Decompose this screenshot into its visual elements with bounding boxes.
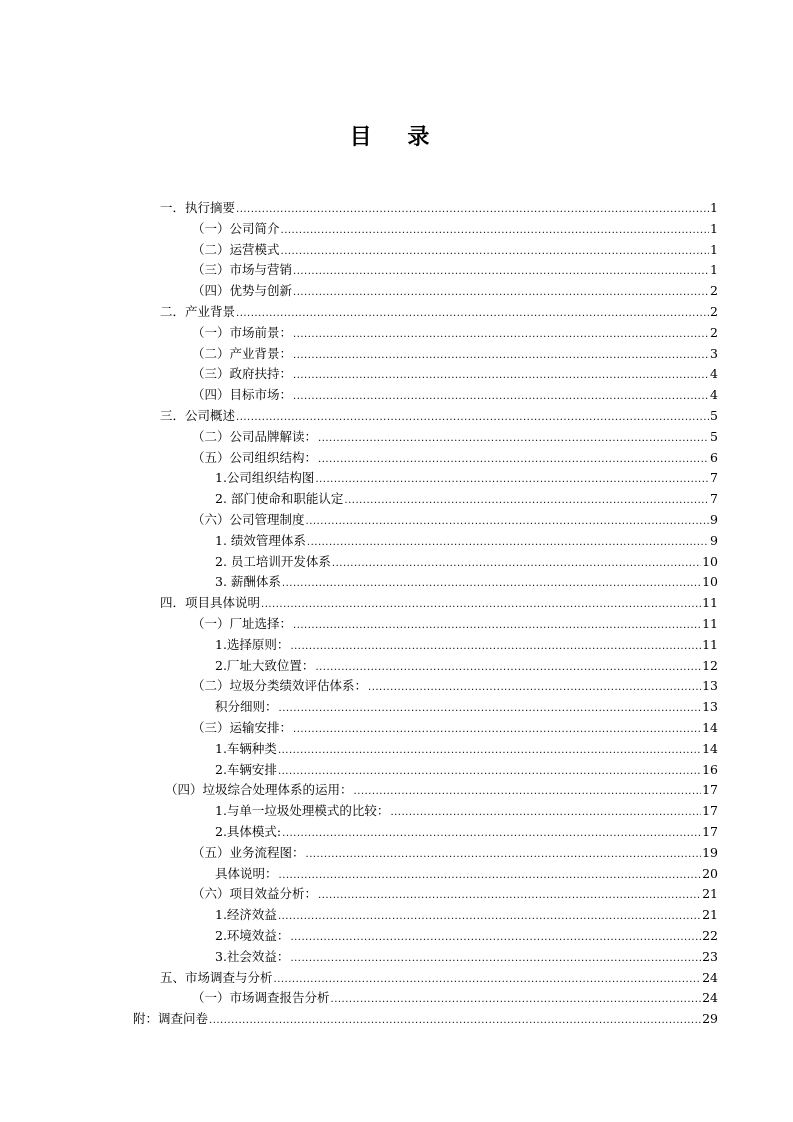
toc-leader-dots	[281, 242, 710, 262]
toc-entry[interactable]	[192, 884, 718, 904]
toc-entry[interactable]	[215, 572, 718, 592]
toc-entry[interactable]	[215, 531, 718, 551]
toc-entry-label: （五）业务流程图：	[192, 844, 305, 860]
toc-entry-label: （六）项目效益分析：	[192, 886, 318, 902]
toc-entry[interactable]	[160, 406, 718, 426]
toc-leader-dots	[306, 845, 702, 865]
toc-leader-dots	[290, 637, 701, 657]
toc-entry-label: 2. 部门使命和职能认定	[215, 491, 344, 507]
toc-entry-label: 具体说明：	[215, 865, 278, 881]
toc-entry-label: 3.社会效益：	[215, 948, 290, 964]
toc-leader-dots	[282, 574, 701, 594]
toc-entry-label: 一．执行摘要	[160, 200, 236, 215]
toc-entry-label: （三）运输安排：	[192, 720, 293, 735]
toc-entry-page-number: 6	[710, 449, 718, 465]
toc-entry-page-number: 10	[702, 574, 718, 590]
toc-entry-label: 附：调查问卷	[133, 1011, 209, 1027]
toc-leader-dots	[331, 990, 702, 1010]
toc-entry-page-number: 11	[702, 595, 718, 611]
toc-entry[interactable]	[215, 489, 718, 509]
toc-entry-page-number: 21	[702, 907, 718, 923]
toc-leader-dots	[236, 408, 709, 428]
toc-entry-page-number: 11	[702, 636, 718, 652]
toc-entry-page-number: 24	[702, 990, 718, 1006]
toc-entry[interactable]	[192, 510, 718, 530]
toc-entry-page-number: 16	[702, 761, 718, 777]
toc-entry-page-number: 9	[710, 512, 718, 527]
toc-entry[interactable]	[215, 697, 718, 717]
toc-leader-dots	[293, 387, 709, 407]
toc-entry-label: 2.车辆安排	[215, 761, 277, 777]
toc-entry-page-number: 5	[710, 408, 718, 423]
toc-leader-dots	[278, 741, 701, 761]
toc-entry-page-number: 1	[710, 220, 718, 236]
toc-entry-page-number: 2	[710, 283, 718, 299]
toc-leader-dots	[236, 200, 709, 220]
toc-leader-dots	[293, 325, 709, 345]
toc-entry[interactable]	[192, 718, 718, 738]
toc-entry-page-number: 7	[710, 470, 718, 486]
toc-entry[interactable]	[160, 302, 718, 322]
toc-leader-dots	[282, 824, 701, 844]
toc-entry-label: 2.环境效益：	[215, 928, 290, 943]
toc-entry-label: 2.厂址大致位置：	[215, 657, 315, 673]
toc-entry[interactable]	[192, 281, 718, 301]
page-title: 目 录	[349, 124, 444, 150]
toc-leader-dots	[293, 720, 701, 740]
toc-leader-dots	[306, 512, 710, 532]
toc-entry-label: 三．公司概述	[160, 408, 236, 423]
toc-entry[interactable]	[192, 448, 718, 468]
toc-entry[interactable]	[192, 988, 718, 1008]
toc-entry[interactable]	[192, 323, 718, 343]
toc-leader-dots	[261, 595, 701, 615]
toc-leader-dots	[315, 470, 709, 490]
toc-entry-page-number: 10	[702, 553, 718, 569]
toc-entry[interactable]	[215, 926, 718, 946]
toc-entry-page-number: 22	[702, 928, 718, 943]
toc-entry[interactable]	[192, 614, 718, 634]
toc-leader-dots	[274, 970, 702, 990]
toc-leader-dots	[307, 533, 709, 553]
toc-entry-page-number: 11	[702, 616, 718, 631]
toc-entry[interactable]	[192, 364, 718, 384]
toc-leader-dots	[318, 886, 701, 906]
toc-entry[interactable]	[192, 260, 718, 280]
toc-entry[interactable]	[192, 344, 718, 364]
toc-leader-dots	[390, 803, 701, 823]
toc-entry[interactable]	[192, 427, 718, 447]
toc-entry-page-number: 20	[702, 865, 718, 881]
toc-entry[interactable]	[215, 552, 718, 572]
toc-entry-label: （一）厂址选择：	[192, 616, 293, 631]
toc-leader-dots	[293, 262, 709, 282]
toc-entry[interactable]	[215, 801, 718, 821]
toc-entry-page-number: 9	[710, 532, 718, 548]
toc-entry[interactable]	[215, 864, 718, 884]
toc-entry-label: （二）运营模式	[192, 241, 280, 257]
toc-entry-page-number: 17	[702, 782, 718, 798]
toc-entry-label: 二．产业背景	[160, 304, 236, 319]
toc-entry-page-number: 13	[702, 678, 718, 694]
toc-entry-page-number: 13	[702, 699, 718, 715]
toc-entry-page-number: 24	[702, 969, 718, 985]
toc-entry-page-number: 17	[702, 803, 718, 819]
toc-entry-label: 1.车辆种类	[215, 740, 277, 756]
toc-entry-page-number: 4	[710, 366, 718, 382]
toc-entry[interactable]	[192, 843, 718, 863]
toc-entry-page-number: 14	[702, 720, 718, 735]
toc-entry-label: 1. 绩效管理体系	[215, 532, 306, 548]
toc-entry-label: （三）市场与营销	[192, 262, 293, 278]
toc-entry-page-number: 1	[710, 200, 718, 215]
toc-entry-page-number: 5	[710, 428, 718, 444]
toc-leader-dots	[293, 283, 709, 303]
toc-entry-label: （一）市场前景：	[192, 324, 293, 340]
toc-leader-dots	[293, 346, 709, 366]
toc-entry-page-number: 12	[702, 657, 718, 673]
toc-leader-dots	[315, 658, 701, 678]
toc-entry-label: 五、市场调查与分析	[160, 969, 273, 985]
toc-entry-label: （四）目标市场：	[192, 387, 293, 403]
toc-entry-label: 1.经济效益	[215, 907, 277, 923]
toc-leader-dots	[236, 304, 709, 324]
toc-entry-page-number: 19	[702, 844, 718, 860]
toc-entry-label: （三）政府扶持：	[192, 366, 293, 382]
toc-leader-dots	[279, 866, 702, 886]
toc-entry[interactable]	[215, 760, 718, 780]
toc-entry-label: （一）市场调查报告分析	[192, 990, 330, 1006]
toc-entry[interactable]	[192, 219, 718, 239]
toc-leader-dots	[293, 616, 701, 636]
toc-leader-dots	[332, 554, 701, 574]
toc-entry[interactable]	[160, 198, 718, 218]
toc-entry[interactable]	[133, 1009, 718, 1029]
toc-entry-label: （一）公司简介	[192, 220, 280, 236]
toc-entry-page-number: 23	[702, 948, 718, 964]
toc-entry-label: （六）公司管理制度	[192, 512, 305, 527]
toc-leader-dots	[318, 429, 709, 449]
toc-entry[interactable]	[192, 676, 718, 696]
toc-entry[interactable]	[215, 739, 718, 759]
toc-entry-page-number: 29	[702, 1011, 718, 1027]
toc-leader-dots	[354, 782, 702, 802]
toc-entry-label: 1.公司组织结构图	[215, 470, 315, 486]
toc-leader-dots	[209, 1011, 701, 1031]
toc-entry-label: 2. 员工培训开发体系	[215, 553, 331, 569]
toc-entry-label: 3. 薪酬体系	[215, 574, 281, 590]
toc-entry-label: （二）产业背景：	[192, 345, 293, 361]
toc-leader-dots	[368, 678, 701, 698]
toc-leader-dots	[290, 928, 701, 948]
toc-entry-label: （五）公司组织结构：	[192, 449, 318, 465]
toc-entry[interactable]	[215, 822, 718, 842]
toc-entry-label: 积分细则：	[215, 699, 278, 715]
toc-leader-dots	[318, 450, 709, 470]
toc-entry-label: （四）垃圾综合处理体系的运用：	[165, 782, 353, 798]
toc-entry-label: 1.与单一垃圾处理模式的比较：	[215, 803, 390, 819]
toc-entry-page-number: 2	[710, 324, 718, 340]
toc-leader-dots	[293, 366, 709, 386]
toc-entry-page-number: 4	[710, 387, 718, 403]
toc-leader-dots	[281, 221, 710, 241]
toc-entry-label: 2.具体模式:	[215, 824, 282, 839]
toc-entry[interactable]	[192, 240, 718, 260]
toc-entry-page-number: 2	[710, 304, 718, 319]
toc-entry[interactable]	[215, 656, 718, 676]
toc-entry-label: （四）优势与创新	[192, 283, 293, 299]
toc-leader-dots	[290, 949, 701, 969]
toc-leader-dots	[278, 907, 701, 927]
toc-entry-label: 四．项目具体说明	[160, 595, 261, 611]
toc-entry[interactable]	[165, 780, 718, 800]
toc-entry-page-number: 21	[702, 886, 718, 902]
toc-entry-page-number: 1	[710, 262, 718, 278]
toc-entry-label: （二）垃圾分类绩效评估体系：	[192, 678, 368, 694]
toc-entry-label: 1.选择原则：	[215, 636, 290, 652]
toc-entry-page-number: 17	[702, 824, 718, 839]
toc-entry-label: （二）公司品牌解读：	[192, 428, 318, 444]
toc-leader-dots	[278, 762, 701, 782]
toc-entry-page-number: 1	[710, 241, 718, 257]
toc-entry-page-number: 14	[702, 740, 718, 756]
toc-entry[interactable]	[215, 468, 718, 488]
toc-entry[interactable]	[192, 385, 718, 405]
toc-entry[interactable]	[215, 947, 718, 967]
toc-entry-page-number: 7	[710, 491, 718, 507]
toc-leader-dots	[279, 699, 702, 719]
toc-leader-dots	[344, 491, 709, 511]
toc-entry[interactable]	[215, 905, 718, 925]
toc-entry[interactable]	[160, 968, 718, 988]
toc-entry[interactable]	[160, 593, 718, 613]
toc-entry[interactable]	[215, 635, 718, 655]
toc-entry-page-number: 3	[710, 345, 718, 361]
